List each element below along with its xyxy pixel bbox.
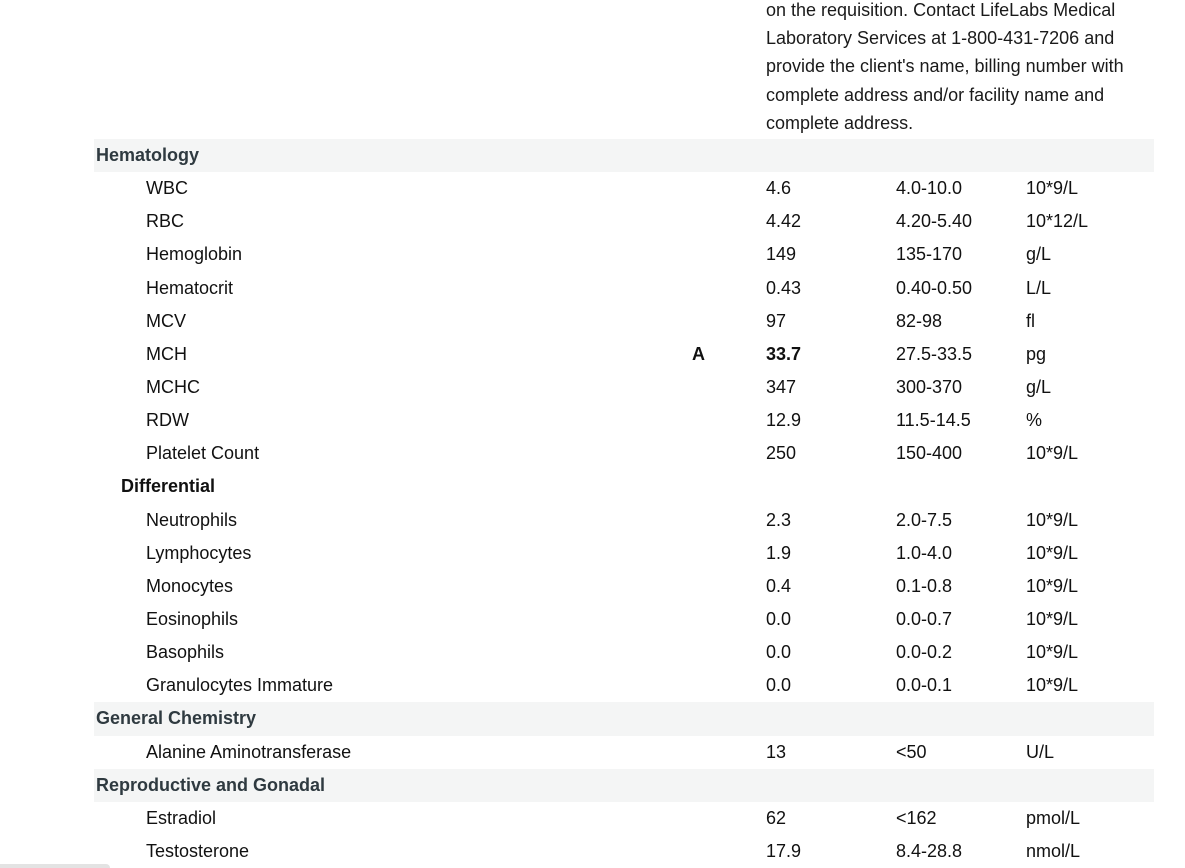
table-row — [94, 305, 1154, 338]
test-name: RBC — [146, 211, 185, 232]
reference-range: 150-400 — [896, 443, 963, 464]
test-result: 1.9 — [766, 542, 792, 563]
test-name: Alanine Aminotransferase — [146, 741, 352, 762]
test-name: Platelet Count — [146, 443, 260, 464]
test-units: % — [1026, 410, 1043, 431]
abnormal-flag: A — [692, 343, 705, 364]
table-row — [94, 437, 1154, 470]
test-name: MCH — [146, 343, 187, 364]
reference-range: 0.1-0.8 — [896, 575, 953, 596]
section-title: Reproductive and Gonadal — [96, 774, 326, 795]
table-row — [94, 172, 1154, 205]
test-result: 0.43 — [766, 277, 802, 298]
table-row — [94, 537, 1154, 570]
reference-range: 0.0-0.7 — [896, 608, 953, 629]
test-result: 12.9 — [766, 410, 802, 431]
horizontal-scrollbar[interactable] — [0, 864, 110, 868]
test-units: U/L — [1026, 741, 1055, 762]
table-row — [94, 570, 1154, 603]
reference-range: 8.4-28.8 — [896, 840, 963, 861]
test-result: 0.0 — [766, 608, 792, 629]
reference-range: 0.0-0.2 — [896, 642, 953, 663]
test-name: MCV — [146, 310, 186, 331]
test-result: 0.0 — [766, 642, 792, 663]
test-name: WBC — [146, 178, 188, 199]
test-result: 62 — [766, 807, 787, 828]
reference-range: 0.0-0.1 — [896, 675, 953, 696]
test-units: 10*9/L — [1026, 675, 1079, 696]
test-units: 10*9/L — [1026, 608, 1079, 629]
table-row — [94, 835, 1154, 868]
table-row — [94, 802, 1154, 835]
test-result: 0.0 — [766, 675, 792, 696]
test-result: 347 — [766, 376, 797, 397]
test-result: 4.42 — [766, 211, 802, 232]
table-row — [94, 603, 1154, 636]
table-row — [94, 371, 1154, 404]
reference-range: 2.0-7.5 — [896, 509, 953, 530]
reference-range: <50 — [896, 741, 927, 762]
table-row — [94, 205, 1154, 238]
section-header-general-chemistry — [94, 702, 1154, 735]
subsection-title: Differential — [121, 476, 216, 497]
test-units: nmol/L — [1026, 840, 1081, 861]
test-result: 17.9 — [766, 840, 802, 861]
section-header-reproductive-gonadal — [94, 769, 1154, 802]
table-row — [94, 636, 1154, 669]
test-result: 250 — [766, 443, 797, 464]
test-units: pmol/L — [1026, 807, 1081, 828]
test-result: 97 — [766, 310, 787, 331]
test-name: Lymphocytes — [146, 542, 252, 563]
test-result: 13 — [766, 741, 787, 762]
test-units: 10*9/L — [1026, 575, 1079, 596]
test-units: 10*12/L — [1026, 211, 1089, 232]
test-result: 0.4 — [766, 575, 792, 596]
reference-range: 135-170 — [896, 244, 963, 265]
test-units: 10*9/L — [1026, 443, 1079, 464]
table-row — [94, 238, 1154, 271]
requisition-note: on the requisition. Contact LifeLabs Medical Laboratory Services at 1-800-431-7206 and provide the client's name, billing number with complete address and/or facility name and complete address. — [766, 0, 1124, 133]
test-name: Hemoglobin — [146, 244, 243, 265]
test-name: Testosterone — [146, 840, 250, 861]
test-units: L/L — [1026, 277, 1052, 298]
reference-range: 11.5-14.5 — [896, 410, 971, 431]
test-units: g/L — [1026, 244, 1052, 265]
test-name: Eosinophils — [146, 608, 239, 629]
subsection-header-differential — [94, 470, 1154, 503]
reference-range: 4.0-10.0 — [896, 178, 963, 199]
test-result: 2.3 — [766, 509, 792, 530]
reference-range: <162 — [896, 807, 937, 828]
test-units: g/L — [1026, 376, 1052, 397]
lab-results-table — [94, 139, 1154, 868]
test-name: Estradiol — [146, 807, 217, 828]
test-units: 10*9/L — [1026, 642, 1079, 663]
reference-range: 300-370 — [896, 376, 963, 397]
test-name: Hematocrit — [146, 277, 234, 298]
table-row — [94, 338, 1154, 371]
test-units: pg — [1026, 343, 1047, 364]
test-name: Granulocytes Immature — [146, 675, 334, 696]
section-title: General Chemistry — [96, 708, 257, 729]
table-row — [94, 504, 1154, 537]
test-units: fl — [1026, 310, 1035, 331]
table-row — [94, 669, 1154, 702]
section-header-hematology — [94, 139, 1154, 172]
table-row — [94, 272, 1154, 305]
reference-range: 1.0-4.0 — [896, 542, 953, 563]
test-name: RDW — [146, 410, 189, 431]
test-result: 149 — [766, 244, 797, 265]
test-name: Basophils — [146, 642, 225, 663]
test-units: 10*9/L — [1026, 178, 1079, 199]
reference-range: 4.20-5.40 — [896, 211, 973, 232]
test-units: 10*9/L — [1026, 542, 1079, 563]
section-title: Hematology — [96, 145, 200, 165]
table-row — [94, 736, 1154, 769]
test-name: Neutrophils — [146, 509, 238, 530]
test-units: 10*9/L — [1026, 509, 1079, 530]
test-result: 4.6 — [766, 178, 792, 199]
test-name: MCHC — [146, 376, 200, 397]
reference-range: 82-98 — [896, 310, 943, 331]
reference-range: 0.40-0.50 — [896, 277, 973, 298]
table-row — [94, 404, 1154, 437]
test-result: 33.7 — [766, 343, 802, 364]
test-name: Monocytes — [146, 575, 234, 596]
reference-range: 27.5-33.5 — [896, 343, 973, 364]
